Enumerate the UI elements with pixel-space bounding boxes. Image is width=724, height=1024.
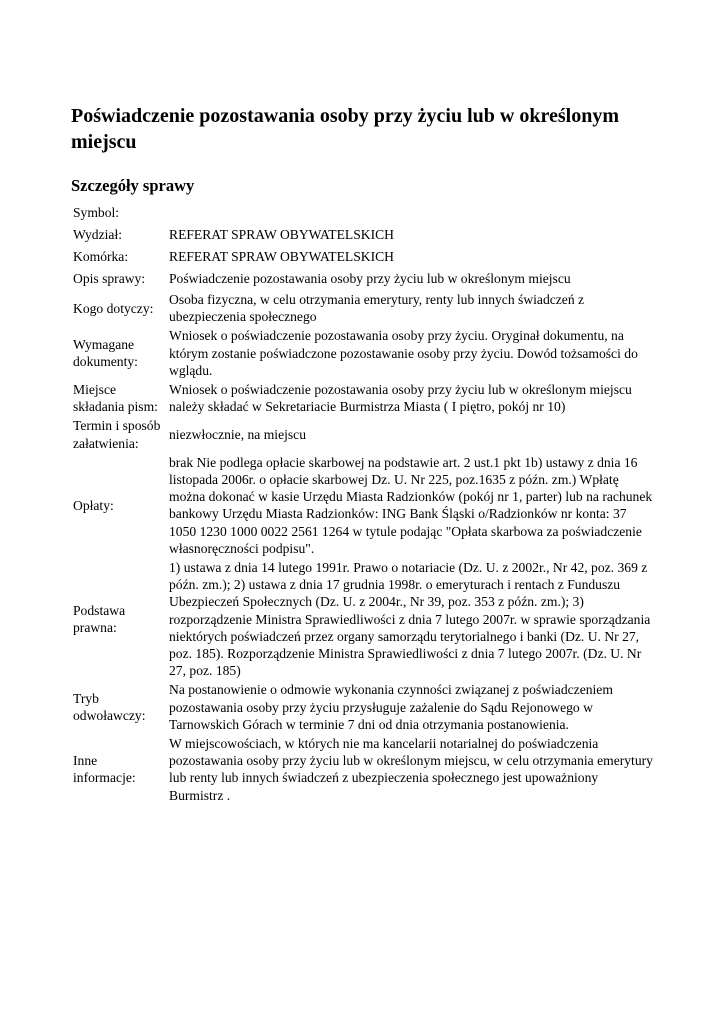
row-dokumenty xyxy=(71,326,657,380)
row-symbol xyxy=(71,202,657,224)
row-wydzial xyxy=(71,224,657,246)
document-title: Poświadczenie pozostawania osoby przy życiu lub w określonym miejscu xyxy=(71,105,619,153)
label-oplaty: Opłaty: xyxy=(73,497,114,513)
label-miejsce: Miejsce składania pism: xyxy=(73,382,158,415)
row-podstawa xyxy=(71,558,657,680)
value-wydzial: REFERAT SPRAW OBYWATELSKICH xyxy=(169,227,394,243)
label-podstawa: Podstawa prawna: xyxy=(73,603,126,636)
value-symbol xyxy=(163,202,657,224)
value-tryb: Na postanowienie o odmowie wykonania czynności związanej z poświadczeniem pozostawania osoby przy życiu przysługuje zażalenie do Sądu Rejonowego w Tarnowskich Górach w terminie 7 dni od dnia otrzymania postanowienia. xyxy=(169,682,613,732)
label-inne: Inne informacje: xyxy=(73,753,136,786)
case-details-table xyxy=(71,202,657,805)
label-dokumenty: Wymagane dokumenty: xyxy=(73,337,138,370)
value-podstawa: 1) ustawa z dnia 14 lutego 1991r. Prawo o notariacie (Dz. U. z 2002r., Nr 42, poz. 369 z późn. zm.); 2) ustawa z dnia 17 grudnia 1998r. o emeryturach i rentach z Funduszu Ubezpieczeń Społecznych (Dz. U. z 2004r., Nr 39, poz. 353 z późn. zm.); 3) rozporządzenie Ministra Sprawiedliwości z dnia 7 lutego 2007r. w sprawie sporządzania niektórych poświadczeń przez organy samorządu terytorialnego i banki (Dz. U. Nr 27, poz. 185). Rozporządzenie Ministra Sprawiedliwości z dnia 7 lutego 2007r. (Dz. U. Nr 27, poz. 185) xyxy=(169,560,651,679)
row-komorka xyxy=(71,246,657,268)
row-miejsce xyxy=(71,380,657,416)
row-opis xyxy=(71,268,657,290)
value-termin: niezwłocznie, na miejscu xyxy=(169,427,307,443)
value-oplaty: brak Nie podlega opłacie skarbowej na podstawie art. 2 ust.1 pkt 1b) ustawy z dnia 16 listopada 2006r. o opłacie skarbowej Dz. U. Nr 225, poz.1635 z późn. zm.) Wpłatę można dokonać w kasie Urzędu Miasta Radzionków (pokój nr 1, parter) lub na rachunek bankowy Urzędu Miasta Radzionków: ING Bank Śląski o/Radzionków nr konta: 37 1050 1230 1000 0022 2561 1264 w tytule podając "Opłata skarbowa za poświadczenie własnoręczności podpisu". xyxy=(169,454,653,556)
row-termin xyxy=(71,416,657,452)
value-opis: Poświadczenie pozostawania osoby przy życiu lub w określonym miejscu xyxy=(169,271,571,287)
value-inne: W miejscowościach, w których nie ma kancelarii notarialnej do poświadczenia pozostawania osoby przy życiu lub w określonym miejscu, w celu otrzymania emerytury lub renty lub innych świadczeń z ubezpieczenia społecznego jest upoważniony Burmistrz . xyxy=(169,736,653,803)
row-tryb xyxy=(71,680,657,734)
label-tryb: Tryb odwoławczy: xyxy=(73,691,146,724)
label-komorka: Komórka: xyxy=(73,249,129,265)
value-kogo: Osoba fizyczna, w celu otrzymania emerytury, renty lub innych świadczeń z ubezpieczenia społecznego xyxy=(169,292,585,325)
section-heading: Szczegóły sprawy xyxy=(71,176,195,195)
label-kogo: Kogo dotyczy: xyxy=(73,300,154,316)
value-komorka: REFERAT SPRAW OBYWATELSKICH xyxy=(169,249,394,265)
label-termin: Termin i sposób załatwienia: xyxy=(73,418,161,451)
label-wydzial: Wydział: xyxy=(73,227,123,243)
value-dokumenty: Wniosek o poświadczenie pozostawania osoby przy życiu. Oryginał dokumentu, na którym zostanie poświadczone pozostawanie osoby przy życiu. Dowód tożsamości do wglądu. xyxy=(169,328,638,378)
row-oplaty xyxy=(71,453,657,558)
row-inne xyxy=(71,734,657,805)
value-miejsce: Wniosek o poświadczenie pozostawania osoby przy życiu lub w określonym miejscu należy składać w Sekretariacie Burmistrza Miasta ( I piętro, pokój nr 10) xyxy=(169,382,632,415)
label-symbol: Symbol: xyxy=(73,205,120,221)
row-kogo xyxy=(71,290,657,326)
label-opis: Opis sprawy: xyxy=(73,271,146,287)
